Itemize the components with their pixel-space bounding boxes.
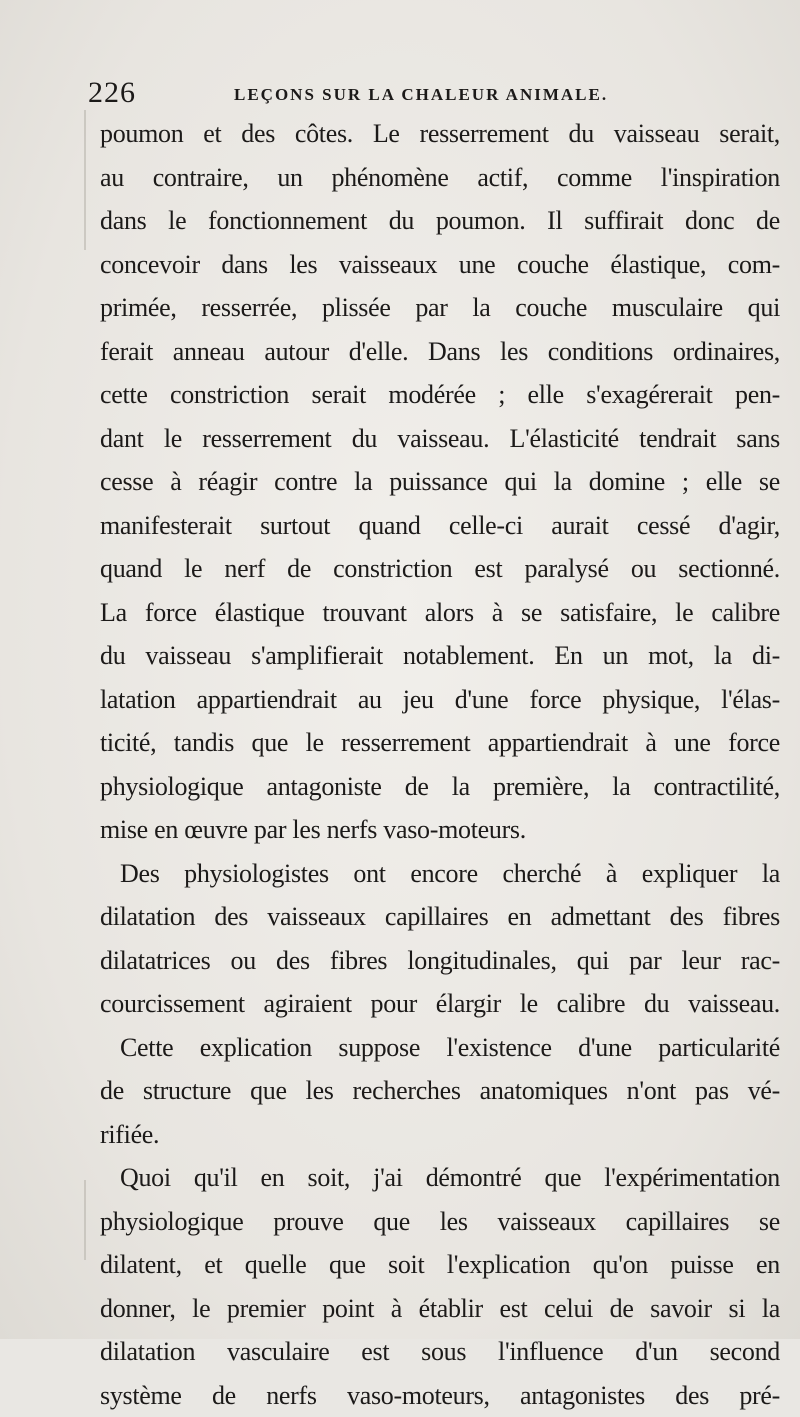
text-line: quand le nerf de constriction est paralysé ou sectionné. [100, 547, 780, 591]
page-edge-mark [84, 110, 86, 250]
page-number: 226 [88, 76, 136, 110]
running-head [88, 76, 778, 112]
text-line: dilatent, et quelle que soit l'explication qu'on puisse en [100, 1243, 780, 1287]
text-line: de structure que les recherches anatomiques n'ont pas vé- [100, 1069, 780, 1113]
text-line: Des physiologistes ont encore cherché à expliquer la [100, 852, 780, 896]
text-line: donner, le premier point à établir est celui de savoir si la [100, 1287, 780, 1331]
text-line: Quoi qu'il en soit, j'ai démontré que l'expérimentation [100, 1156, 780, 1200]
text-line: rifiée. [100, 1113, 780, 1157]
text-line: au contraire, un phénomène actif, comme l'inspiration [100, 156, 780, 200]
page-edge-mark [84, 1180, 86, 1260]
text-line: ticité, tandis que le resserrement appartiendrait à une force [100, 721, 780, 765]
text-line: cesse à réagir contre la puissance qui la domine ; elle se [100, 460, 780, 504]
text-line: La force élastique trouvant alors à se satisfaire, le calibre [100, 591, 780, 635]
text-line: physiologique prouve que les vaisseaux capillaires se [100, 1200, 780, 1244]
body-text [100, 112, 780, 1417]
text-line: dilatatrices ou des fibres longitudinales, qui par leur rac- [100, 939, 780, 983]
text-line: dilatation des vaisseaux capillaires en admettant des fibres [100, 895, 780, 939]
text-line: poumon et des côtes. Le resserrement du vaisseau serait, [100, 112, 780, 156]
text-line: courcissement agiraient pour élargir le calibre du vaisseau. [100, 982, 780, 1026]
text-line: système de nerfs vaso-moteurs, antagonistes des pré- [100, 1374, 780, 1417]
running-title: LEÇONS SUR LA CHALEUR ANIMALE. [234, 85, 608, 105]
text-line: Cette explication suppose l'existence d'une particularité [100, 1026, 780, 1070]
text-line: dans le fonctionnement du poumon. Il suffirait donc de [100, 199, 780, 243]
text-line: du vaisseau s'amplifierait notablement. En un mot, la di- [100, 634, 780, 678]
text-line: concevoir dans les vaisseaux une couche élastique, com- [100, 243, 780, 287]
text-line: manifesterait surtout quand celle-ci aurait cessé d'agir, [100, 504, 780, 548]
text-line: dant le resserrement du vaisseau. L'élasticité tendrait sans [100, 417, 780, 461]
text-line: latation appartiendrait au jeu d'une force physique, l'élas- [100, 678, 780, 722]
text-line: ferait anneau autour d'elle. Dans les conditions ordinaires, [100, 330, 780, 374]
text-line: primée, resserrée, plissée par la couche musculaire qui [100, 286, 780, 330]
text-line: cette constriction serait modérée ; elle s'exagérerait pen- [100, 373, 780, 417]
text-line: physiologique antagoniste de la première, la contractilité, [100, 765, 780, 809]
text-line: dilatation vasculaire est sous l'influence d'un second [100, 1330, 780, 1374]
text-line: mise en œuvre par les nerfs vaso-moteurs. [100, 808, 780, 852]
